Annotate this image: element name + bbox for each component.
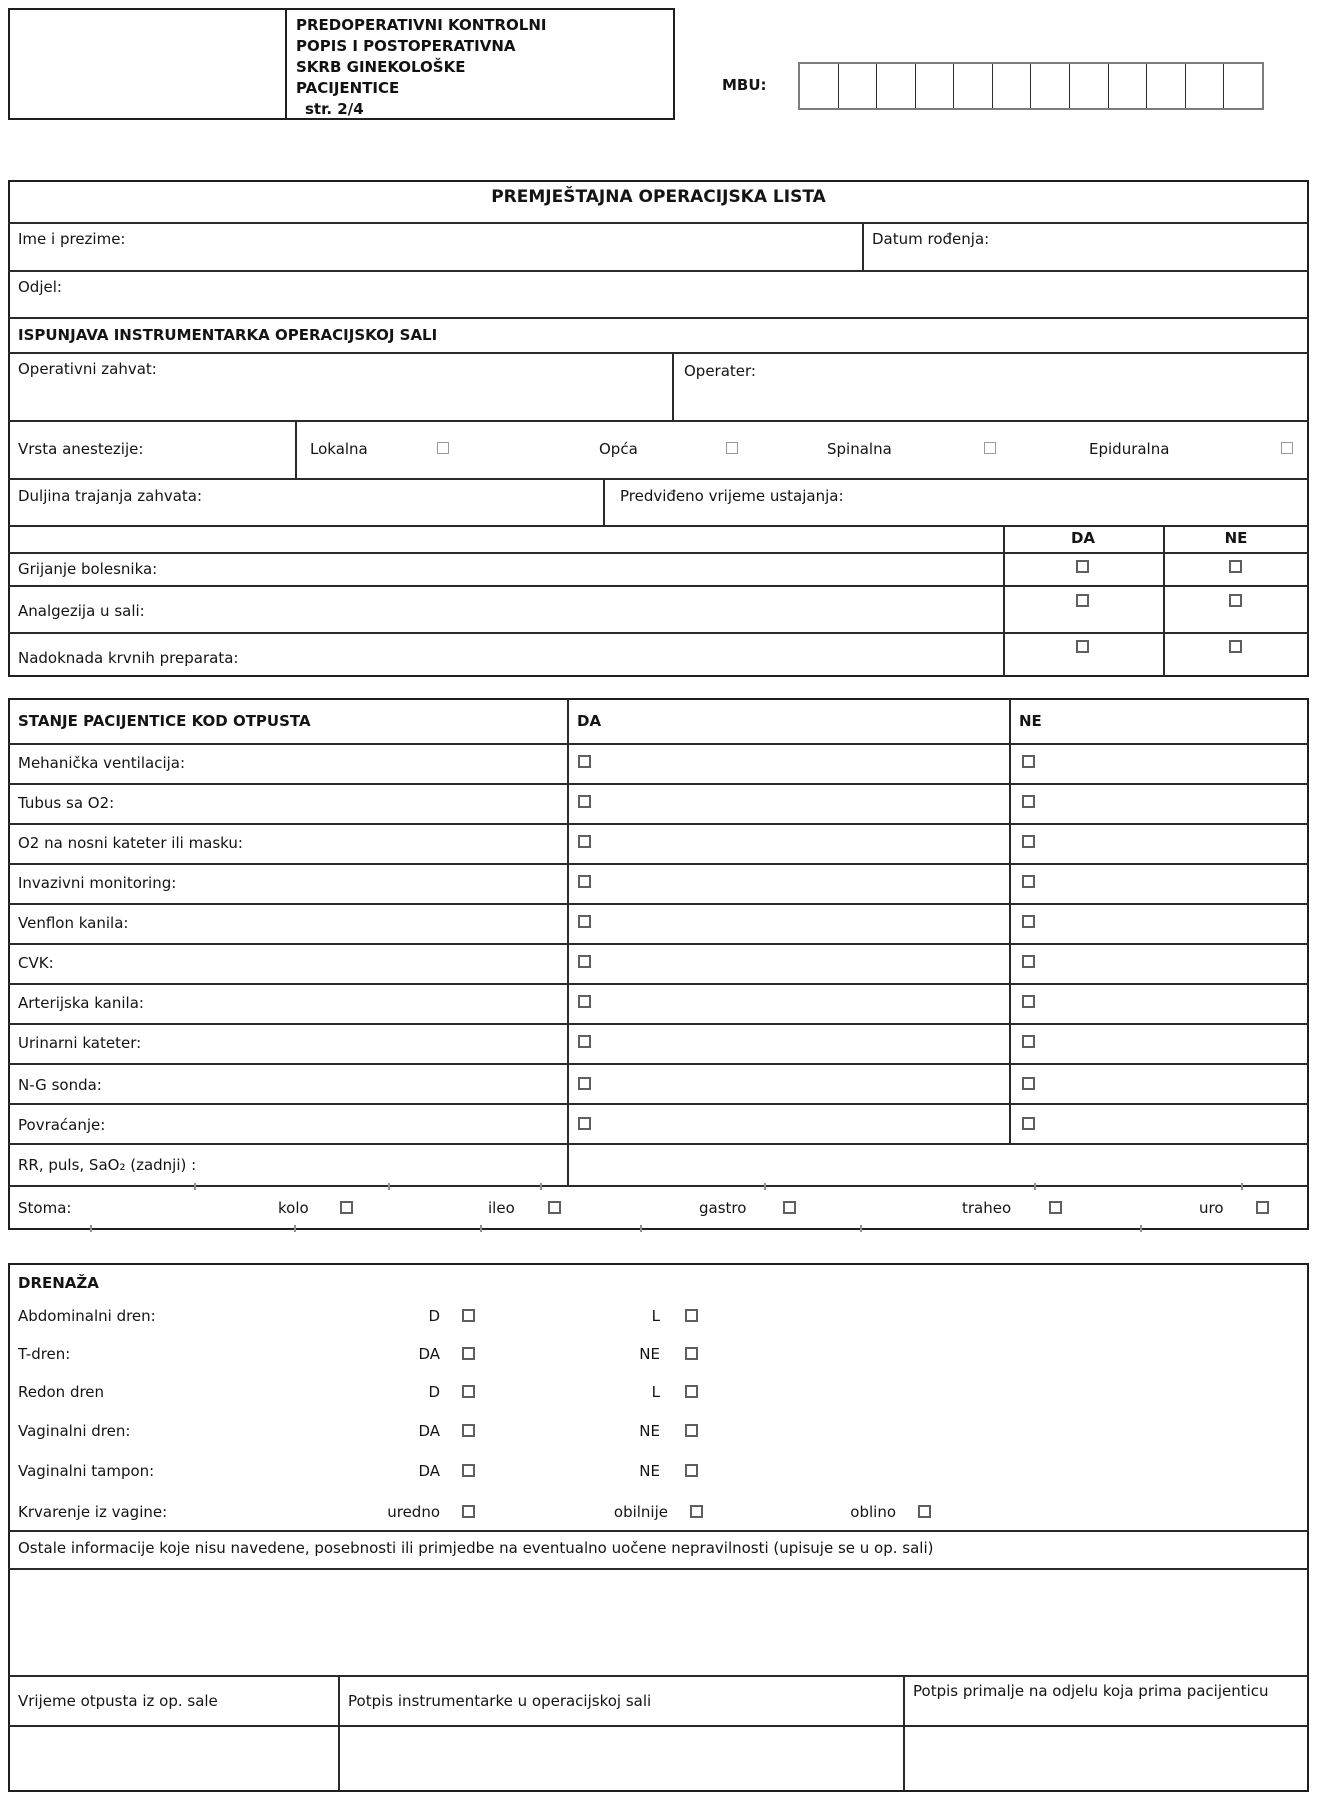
drainage-table [8,1263,1309,1792]
mbu-cell[interactable] [1186,64,1225,108]
checkbox-stoma-ileo[interactable] [548,1201,561,1214]
mbu-label: MBU: [722,76,767,94]
form-title-line: PREDOPERATIVNI KONTROLNI [296,16,547,34]
vaginal-tampon-opt1-label: DA [418,1462,440,1480]
checkbox-vaginalni-tampon-da[interactable] [462,1464,475,1477]
o2-catheter-mask-label: O2 na nosni kateter ili masku: [18,834,243,852]
checkbox-arterijska-kanila-da[interactable] [578,995,591,1008]
surgeon-label: Operater: [684,362,756,380]
blood-products-label: Nadoknada krvnih preparata: [18,649,239,667]
redon-drain-opt2-label: L [651,1383,660,1401]
checkbox-tubus-o2-ne[interactable] [1022,795,1035,808]
checkbox-vaginalni-tampon-ne[interactable] [685,1464,698,1477]
checkbox-o2-kateter-maska-ne[interactable] [1022,835,1035,848]
other-info-label: Ostale informacije koje nisu navedene, posebnosti ili primjedbe na eventualno uočene nepravilnosti (upisuje se u op. sali) [18,1539,934,1557]
discharge-time-input-area[interactable] [10,1727,336,1788]
vaginal-bleeding-label: Krvarenje iz vagine: [18,1503,168,1521]
checkbox-nadoknada-da[interactable] [1076,640,1089,653]
procedure-label: Operativni zahvat: [18,360,157,378]
anesthesia-type-label: Vrsta anestezije: [18,440,144,458]
checkbox-mehanicka-ventilacija-da[interactable] [578,755,591,768]
checkbox-arterijska-kanila-ne[interactable] [1022,995,1035,1008]
checkbox-krvarenje-uredno[interactable] [462,1505,475,1518]
mbu-cell[interactable] [800,64,839,108]
checkbox-vaginalni-dren-da[interactable] [462,1424,475,1437]
anesthesia-option-epiduralna-label: Epiduralna [1089,440,1170,458]
checkbox-anesthesia-opca[interactable] [726,442,738,454]
checkbox-o2-kateter-maska-da[interactable] [578,835,591,848]
mbu-cell[interactable] [1109,64,1148,108]
checkbox-krvarenje-obilnije[interactable] [690,1505,703,1518]
scrub-nurse-signature-area[interactable] [340,1727,901,1788]
ambulation-time-label: Predviđeno vrijeme ustajanja: [620,487,844,505]
arterial-cannula-label: Arterijska kanila: [18,994,144,1012]
t-drain-opt1-label: DA [418,1345,440,1363]
department-label: Odjel: [18,278,62,296]
checkbox-analgezija-ne[interactable] [1229,594,1242,607]
checkbox-abdominalni-dren-l[interactable] [685,1309,698,1322]
mbu-cell[interactable] [877,64,916,108]
checkbox-urinarni-kateter-ne[interactable] [1022,1035,1035,1048]
midwife-signature-header: Potpis primalje na odjelu koja prima pacijenticu [913,1682,1269,1700]
anesthesia-option-spinalna-label: Spinalna [827,440,892,458]
checkbox-analgezija-da[interactable] [1076,594,1089,607]
stoma-option-uro-label: uro [1199,1199,1224,1217]
vaginal-drain-opt2-label: NE [639,1422,660,1440]
no-column-header: NE [1224,529,1248,547]
checkbox-venflon-kanila-da[interactable] [578,915,591,928]
vaginal-drain-opt1-label: DA [418,1422,440,1440]
checkbox-redon-l[interactable] [685,1385,698,1398]
form-title-line: PACIJENTICE [296,79,400,97]
t-drain-opt2-label: NE [639,1345,660,1363]
vomiting-label: Povraćanje: [18,1116,106,1134]
discharge-no-header: NE [1019,712,1042,730]
vitals-label: RR, puls, SaO₂ (zadnji) : [18,1156,197,1174]
stoma-option-kolo-label: kolo [278,1199,309,1217]
checkbox-stoma-gastro[interactable] [783,1201,796,1214]
checkbox-povracanje-da[interactable] [578,1117,591,1130]
checkbox-abdominalni-dren-d[interactable] [462,1309,475,1322]
checkbox-ng-sonda-da[interactable] [578,1077,591,1090]
stoma-option-gastro-label: gastro [699,1199,747,1217]
checkbox-urinarni-kateter-da[interactable] [578,1035,591,1048]
abdominal-drain-opt2-label: L [651,1307,660,1325]
form-title-line: POPIS I POSTOPERATIVNA [296,37,516,55]
birth-date-input-area[interactable] [995,224,1300,268]
urinary-catheter-label: Urinarni kateter: [18,1034,142,1052]
mbu-cell[interactable] [954,64,993,108]
tubus-o2-label: Tubus sa O2: [18,794,115,812]
venflon-cannula-label: Venflon kanila: [18,914,129,932]
abdominal-drain-label: Abdominalni dren: [18,1307,156,1325]
checkbox-redon-d[interactable] [462,1385,475,1398]
mbu-cell[interactable] [1070,64,1109,108]
vaginal-tampon-opt2-label: NE [639,1462,660,1480]
stoma-option-traheo-label: traheo [962,1199,1012,1217]
checkbox-krvarenje-oblino[interactable] [918,1505,931,1518]
name-label: Ime i prezime: [18,230,126,248]
checkbox-anesthesia-epiduralna[interactable] [1281,442,1293,454]
mbu-cell[interactable] [1031,64,1070,108]
redon-drain-opt1-label: D [428,1383,440,1401]
bleeding-option-oblino-label: oblino [850,1503,896,1521]
invasive-monitoring-label: Invazivni monitoring: [18,874,177,892]
mbu-cell[interactable] [1147,64,1186,108]
checkbox-invazivni-monitoring-da[interactable] [578,875,591,888]
discharge-state-header: STANJE PACIJENTICE KOD OTPUSTA [18,712,311,730]
checkbox-cvk-da[interactable] [578,955,591,968]
ng-tube-label: N-G sonda: [18,1076,102,1094]
ambulation-time-input-area[interactable] [855,480,1300,523]
header-logo-box [8,8,287,120]
surgeon-input-area[interactable] [775,354,1300,418]
mbu-cell[interactable] [916,64,955,108]
bleeding-option-obilnije-label: obilnije [613,1503,668,1521]
mbu-cell[interactable] [993,64,1032,108]
scrub-nurse-signature-header: Potpis instrumentarke u operacijskoj sali [348,1692,652,1710]
checkbox-stoma-kolo[interactable] [340,1201,353,1214]
yes-column-header: DA [1070,529,1096,547]
duration-label: Duljina trajanja zahvata: [18,487,203,505]
checkbox-vaginalni-dren-ne[interactable] [685,1424,698,1437]
checkbox-nadoknada-ne[interactable] [1229,640,1242,653]
checkbox-tdren-da[interactable] [462,1347,475,1360]
checkbox-stoma-uro[interactable] [1256,1201,1269,1214]
checkbox-tubus-o2-da[interactable] [578,795,591,808]
anesthesia-option-opca-label: Opća [599,440,638,458]
mechanical-ventilation-label: Mehanička ventilacija: [18,754,186,772]
cvk-label: CVK: [18,954,54,972]
checkbox-grijanje-da[interactable] [1076,560,1089,573]
bleeding-option-uredno-label: uredno [387,1503,440,1521]
redon-drain-label: Redon dren [18,1383,105,1401]
t-drain-label: T-dren: [18,1345,71,1363]
other-info-notes-area[interactable] [10,1570,1307,1673]
form-page-number: str. 2/4 [305,100,364,118]
anesthesia-option-lokalna-label: Lokalna [310,440,368,458]
mbu-cell[interactable] [1224,64,1262,108]
name-input-area[interactable] [160,224,850,268]
vitals-input-area[interactable] [570,1145,1305,1183]
checkbox-venflon-kanila-ne[interactable] [1022,915,1035,928]
stoma-option-ileo-label: ileo [488,1199,515,1217]
operative-list-title: PREMJEŠTAJNA OPERACIJSKA LISTA [491,187,826,207]
drainage-header: DRENAŽA [18,1274,99,1292]
checkbox-stoma-traheo[interactable] [1049,1201,1062,1214]
mbu-cells [798,62,1264,110]
checkbox-anesthesia-spinalna[interactable] [984,442,996,454]
scrub-nurse-section-header: ISPUNJAVA INSTRUMENTARKA OPERACIJSKOJ SALI [18,326,438,344]
form-title-line: SKRB GINEKOLOŠKE [296,58,466,76]
warming-label: Grijanje bolesnika: [18,560,158,578]
checkbox-mehanicka-ventilacija-ne[interactable] [1022,755,1035,768]
checkbox-invazivni-monitoring-ne[interactable] [1022,875,1035,888]
abdominal-drain-opt1-label: D [428,1307,440,1325]
discharge-time-header: Vrijeme otpusta iz op. sale [18,1692,218,1710]
mbu-cell[interactable] [839,64,878,108]
checkbox-cvk-ne[interactable] [1022,955,1035,968]
department-input-area[interactable] [85,272,1300,315]
checkbox-povracanje-ne[interactable] [1022,1117,1035,1130]
duration-input-area[interactable] [215,480,595,523]
checkbox-grijanje-ne[interactable] [1229,560,1242,573]
stoma-label: Stoma: [18,1199,72,1217]
checkbox-tdren-ne[interactable] [685,1347,698,1360]
birth-date-label: Datum rođenja: [872,230,990,248]
discharge-yes-header: DA [577,712,602,730]
midwife-signature-area[interactable] [905,1727,1305,1788]
procedure-input-area[interactable] [175,354,665,418]
form-title-box [287,8,675,120]
vaginal-tampon-label: Vaginalni tampon: [18,1462,155,1480]
checkbox-anesthesia-lokalna[interactable] [437,442,449,454]
analgesia-label: Analgezija u sali: [18,602,145,620]
vaginal-drain-label: Vaginalni dren: [18,1422,131,1440]
checkbox-ng-sonda-ne[interactable] [1022,1077,1035,1090]
